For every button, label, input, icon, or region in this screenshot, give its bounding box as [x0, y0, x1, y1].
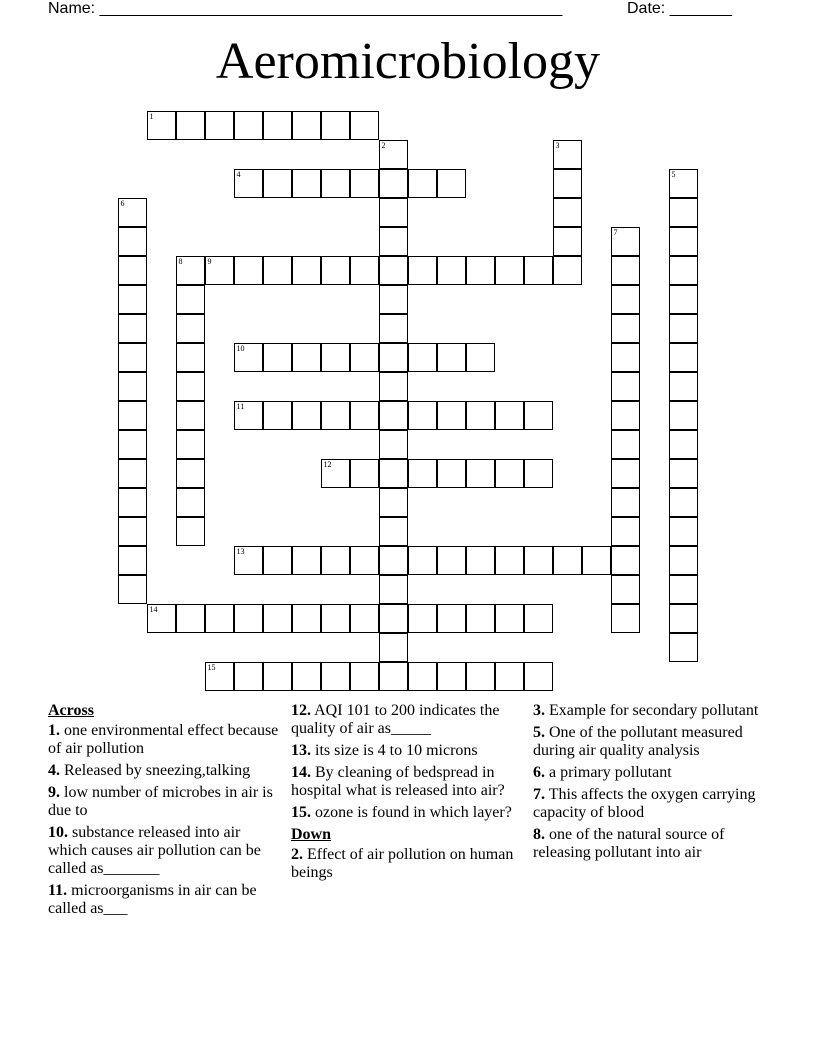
- cell-number: 15: [207, 662, 216, 672]
- clue-number: 7.: [533, 786, 545, 803]
- grid-cell[interactable]: [408, 343, 437, 372]
- grid-cell[interactable]: [263, 169, 292, 198]
- clue-text: one environmental effect because of air pollution: [48, 722, 279, 757]
- cell-number: 7: [613, 227, 618, 237]
- grid-cell[interactable]: [234, 546, 263, 575]
- grid-cell[interactable]: [611, 372, 640, 401]
- clue-number: 4.: [48, 762, 60, 779]
- grid-cell[interactable]: [321, 401, 350, 430]
- grid-cell[interactable]: [611, 546, 640, 575]
- cell-number: 3: [555, 140, 560, 150]
- grid-cell[interactable]: [176, 111, 205, 140]
- cell-number: 4: [236, 169, 241, 179]
- grid-cell[interactable]: [553, 256, 582, 285]
- grid-cell[interactable]: [408, 662, 437, 691]
- grid-cell[interactable]: [669, 285, 698, 314]
- grid-cell[interactable]: [379, 343, 408, 372]
- grid-cell[interactable]: [379, 488, 408, 517]
- grid-cell[interactable]: [147, 604, 176, 633]
- cell-number: 8: [178, 256, 183, 266]
- grid-cell[interactable]: [524, 256, 553, 285]
- cell-number: 2: [381, 140, 386, 150]
- grid-cell[interactable]: [118, 314, 147, 343]
- grid-cell[interactable]: [524, 662, 553, 691]
- grid-cell[interactable]: [118, 546, 147, 575]
- grid-cell[interactable]: [118, 430, 147, 459]
- grid-cell[interactable]: [379, 140, 408, 169]
- clue-item: [291, 742, 519, 760]
- grid-cell[interactable]: [176, 401, 205, 430]
- grid-cell[interactable]: [669, 198, 698, 227]
- grid-cell[interactable]: [234, 604, 263, 633]
- cell-number: 13: [236, 546, 245, 556]
- grid-cell[interactable]: [321, 256, 350, 285]
- grid-cell[interactable]: [350, 111, 379, 140]
- clue-item: [533, 826, 765, 862]
- grid-cell[interactable]: [669, 633, 698, 662]
- clues-column-3: [533, 702, 765, 866]
- grid-cell[interactable]: [437, 604, 466, 633]
- grid-cell[interactable]: [379, 546, 408, 575]
- grid-cell[interactable]: [611, 343, 640, 372]
- grid-cell[interactable]: [118, 343, 147, 372]
- grid-cell[interactable]: [611, 430, 640, 459]
- grid-cell[interactable]: [408, 169, 437, 198]
- clue-text: This affects the oxygen carrying capacity of blood: [533, 786, 756, 821]
- grid-cell[interactable]: [611, 575, 640, 604]
- clue-text: AQI 101 to 200 indicates the quality of air as_____: [291, 702, 500, 737]
- clue-text: substance released into air which causes air pollution can be called as_______: [48, 824, 261, 877]
- cell-number: 1: [149, 111, 154, 121]
- clue-text: One of the pollutant measured during air quality analysis: [533, 724, 743, 759]
- grid-cell[interactable]: [118, 575, 147, 604]
- clue-item: [48, 762, 280, 780]
- grid-cell[interactable]: [176, 256, 205, 285]
- grid-cell[interactable]: [437, 401, 466, 430]
- grid-cell[interactable]: [495, 546, 524, 575]
- grid-cell[interactable]: [379, 169, 408, 198]
- grid-cell[interactable]: [292, 111, 321, 140]
- grid-cell[interactable]: [234, 343, 263, 372]
- grid-cell[interactable]: [292, 604, 321, 633]
- grid-cell[interactable]: [118, 285, 147, 314]
- grid-cell[interactable]: [321, 459, 350, 488]
- grid-cell[interactable]: [379, 459, 408, 488]
- grid-cell[interactable]: [118, 488, 147, 517]
- clue-number: 2.: [291, 846, 303, 863]
- clue-number: 3.: [533, 702, 545, 719]
- grid-cell[interactable]: [669, 604, 698, 633]
- grid-cell[interactable]: [437, 459, 466, 488]
- grid-cell[interactable]: [408, 401, 437, 430]
- grid-cell[interactable]: [176, 343, 205, 372]
- grid-cell[interactable]: [118, 517, 147, 546]
- grid-cell[interactable]: [669, 314, 698, 343]
- grid-cell[interactable]: [321, 343, 350, 372]
- clue-item: [48, 882, 280, 918]
- grid-cell[interactable]: [118, 256, 147, 285]
- grid-cell[interactable]: [176, 430, 205, 459]
- grid-cell[interactable]: [553, 140, 582, 169]
- grid-cell[interactable]: [437, 662, 466, 691]
- grid-cell[interactable]: [379, 227, 408, 256]
- clue-item: [533, 702, 765, 720]
- grid-cell[interactable]: [379, 285, 408, 314]
- clue-number: 12.: [291, 702, 311, 719]
- grid-cell[interactable]: [669, 169, 698, 198]
- clue-item: [533, 786, 765, 822]
- clue-number: 13.: [291, 742, 311, 759]
- grid-cell[interactable]: [466, 256, 495, 285]
- across-heading: Across: [48, 702, 94, 719]
- clue-text: its size is 4 to 10 microns: [315, 742, 478, 759]
- grid-cell[interactable]: [437, 256, 466, 285]
- clue-number: 1.: [48, 722, 60, 739]
- clue-text: one of the natural source of releasing pollutant into air: [533, 826, 725, 861]
- grid-cell[interactable]: [466, 604, 495, 633]
- grid-cell[interactable]: [379, 401, 408, 430]
- grid-cell[interactable]: [524, 546, 553, 575]
- grid-cell[interactable]: [292, 662, 321, 691]
- grid-cell[interactable]: [466, 343, 495, 372]
- grid-cell[interactable]: [292, 169, 321, 198]
- grid-cell[interactable]: [379, 575, 408, 604]
- grid-cell[interactable]: [495, 459, 524, 488]
- grid-cell[interactable]: [263, 546, 292, 575]
- cell-number: 12: [323, 459, 332, 469]
- grid-cell[interactable]: [669, 372, 698, 401]
- grid-cell[interactable]: [118, 372, 147, 401]
- grid-cell[interactable]: [495, 604, 524, 633]
- grid-cell[interactable]: [466, 546, 495, 575]
- grid-cell[interactable]: [669, 430, 698, 459]
- clue-item: [533, 724, 765, 760]
- grid-cell[interactable]: [379, 314, 408, 343]
- date-field-label: Date: _______: [627, 0, 732, 17]
- grid-cell[interactable]: [205, 256, 234, 285]
- grid-cell[interactable]: [379, 198, 408, 227]
- clue-item: [291, 702, 519, 738]
- grid-cell[interactable]: [611, 256, 640, 285]
- grid-cell[interactable]: [234, 256, 263, 285]
- grid-cell[interactable]: [263, 256, 292, 285]
- grid-cell[interactable]: [350, 169, 379, 198]
- grid-cell[interactable]: [553, 169, 582, 198]
- grid-cell[interactable]: [669, 256, 698, 285]
- grid-cell[interactable]: [669, 488, 698, 517]
- clue-text: Released by sneezing,talking: [64, 762, 251, 779]
- grid-cell[interactable]: [176, 459, 205, 488]
- grid-cell[interactable]: [234, 662, 263, 691]
- grid-cell[interactable]: [466, 459, 495, 488]
- grid-cell[interactable]: [611, 314, 640, 343]
- clue-text: Example for secondary pollutant: [549, 702, 759, 719]
- grid-cell[interactable]: [669, 546, 698, 575]
- grid-cell[interactable]: [408, 459, 437, 488]
- grid-cell[interactable]: [234, 401, 263, 430]
- clue-text: microorganisms in air can be called as___: [48, 882, 257, 917]
- grid-cell[interactable]: [263, 604, 292, 633]
- cell-number: 14: [149, 604, 158, 614]
- grid-cell[interactable]: [321, 662, 350, 691]
- clue-number: 14.: [291, 764, 311, 781]
- clues-column-1: [48, 702, 280, 922]
- grid-cell[interactable]: [408, 256, 437, 285]
- grid-cell[interactable]: [321, 169, 350, 198]
- grid-cell[interactable]: [379, 633, 408, 662]
- cell-number: 6: [120, 198, 125, 208]
- clue-text: low number of microbes in air is due to: [48, 784, 273, 819]
- clue-item: [291, 846, 519, 882]
- grid-cell[interactable]: [321, 546, 350, 575]
- grid-cell[interactable]: [350, 401, 379, 430]
- grid-cell[interactable]: [118, 198, 147, 227]
- grid-cell[interactable]: [176, 314, 205, 343]
- grid-cell[interactable]: [263, 343, 292, 372]
- grid-cell[interactable]: [176, 517, 205, 546]
- grid-cell[interactable]: [495, 256, 524, 285]
- grid-cell[interactable]: [118, 227, 147, 256]
- clue-number: 5.: [533, 724, 545, 741]
- clue-text: ozone is found in which layer?: [315, 804, 512, 821]
- grid-cell[interactable]: [611, 517, 640, 546]
- grid-cell[interactable]: [379, 517, 408, 546]
- grid-cell[interactable]: [437, 169, 466, 198]
- grid-cell[interactable]: [495, 401, 524, 430]
- grid-cell[interactable]: [553, 546, 582, 575]
- clue-number: 9.: [48, 784, 60, 801]
- grid-cell[interactable]: [292, 343, 321, 372]
- cell-number: 10: [236, 343, 245, 353]
- clue-item: [291, 764, 519, 800]
- clue-text: a primary pollutant: [549, 764, 672, 781]
- grid-cell[interactable]: [350, 546, 379, 575]
- grid-cell[interactable]: [350, 662, 379, 691]
- grid-cell[interactable]: [582, 546, 611, 575]
- grid-cell[interactable]: [176, 285, 205, 314]
- grid-cell[interactable]: [176, 604, 205, 633]
- clue-number: 10.: [48, 824, 68, 841]
- clue-item: [48, 784, 280, 820]
- grid-cell[interactable]: [524, 401, 553, 430]
- grid-cell[interactable]: [176, 488, 205, 517]
- grid-cell[interactable]: [350, 256, 379, 285]
- grid-cell[interactable]: [524, 459, 553, 488]
- grid-cell[interactable]: [292, 546, 321, 575]
- grid-cell[interactable]: [611, 285, 640, 314]
- grid-cell[interactable]: [669, 517, 698, 546]
- grid-cell[interactable]: [118, 401, 147, 430]
- grid-cell[interactable]: [553, 227, 582, 256]
- grid-cell[interactable]: [611, 488, 640, 517]
- grid-cell[interactable]: [495, 662, 524, 691]
- clue-number: 11.: [48, 882, 68, 899]
- clue-item: [291, 804, 519, 822]
- grid-cell[interactable]: [321, 604, 350, 633]
- grid-cell[interactable]: [292, 401, 321, 430]
- grid-cell[interactable]: [611, 604, 640, 633]
- grid-cell[interactable]: [669, 343, 698, 372]
- grid-cell[interactable]: [611, 459, 640, 488]
- clues-column-2: [291, 702, 519, 886]
- clue-item: [533, 764, 765, 782]
- grid-cell[interactable]: [350, 604, 379, 633]
- grid-cell[interactable]: [553, 198, 582, 227]
- clue-item: [48, 824, 280, 878]
- grid-cell[interactable]: [669, 401, 698, 430]
- grid-cell[interactable]: [669, 459, 698, 488]
- grid-cell[interactable]: [466, 662, 495, 691]
- clue-number: 6.: [533, 764, 545, 781]
- grid-cell[interactable]: [669, 227, 698, 256]
- grid-cell[interactable]: [321, 111, 350, 140]
- grid-cell[interactable]: [437, 343, 466, 372]
- grid-cell[interactable]: [379, 256, 408, 285]
- clue-item: [48, 722, 280, 758]
- grid-cell[interactable]: [263, 401, 292, 430]
- clue-text: By cleaning of bedspread in hospital what is released into air?: [291, 764, 505, 799]
- grid-cell[interactable]: [234, 111, 263, 140]
- grid-cell[interactable]: [379, 372, 408, 401]
- grid-cell[interactable]: [234, 169, 263, 198]
- grid-cell[interactable]: [611, 401, 640, 430]
- down-heading: Down: [291, 826, 332, 843]
- grid-cell[interactable]: [147, 111, 176, 140]
- cell-number: 5: [671, 169, 676, 179]
- grid-cell[interactable]: [466, 401, 495, 430]
- grid-cell[interactable]: [176, 372, 205, 401]
- page-title: Aeromicrobiology: [215, 33, 601, 90]
- grid-cell[interactable]: [379, 430, 408, 459]
- grid-cell[interactable]: [408, 604, 437, 633]
- cell-number: 9: [207, 256, 212, 266]
- grid-cell[interactable]: [263, 662, 292, 691]
- grid-cell[interactable]: [437, 546, 466, 575]
- grid-cell[interactable]: [408, 546, 437, 575]
- grid-cell[interactable]: [118, 459, 147, 488]
- clue-number: 15.: [291, 804, 311, 821]
- grid-cell[interactable]: [379, 662, 408, 691]
- grid-cell[interactable]: [350, 343, 379, 372]
- name-field-label: Name: ____________________________________________________: [48, 0, 563, 17]
- grid-cell[interactable]: [524, 604, 553, 633]
- grid-cell[interactable]: [350, 459, 379, 488]
- cell-number: 11: [236, 401, 245, 411]
- grid-cell[interactable]: [292, 256, 321, 285]
- grid-cell[interactable]: [379, 604, 408, 633]
- grid-cell[interactable]: [611, 227, 640, 256]
- grid-cell[interactable]: [205, 604, 234, 633]
- grid-cell[interactable]: [263, 111, 292, 140]
- grid-cell[interactable]: [669, 575, 698, 604]
- grid-cell[interactable]: [205, 111, 234, 140]
- clue-text: Effect of air pollution on human beings: [291, 846, 514, 881]
- grid-cell[interactable]: [205, 662, 234, 691]
- clue-number: 8.: [533, 826, 545, 843]
